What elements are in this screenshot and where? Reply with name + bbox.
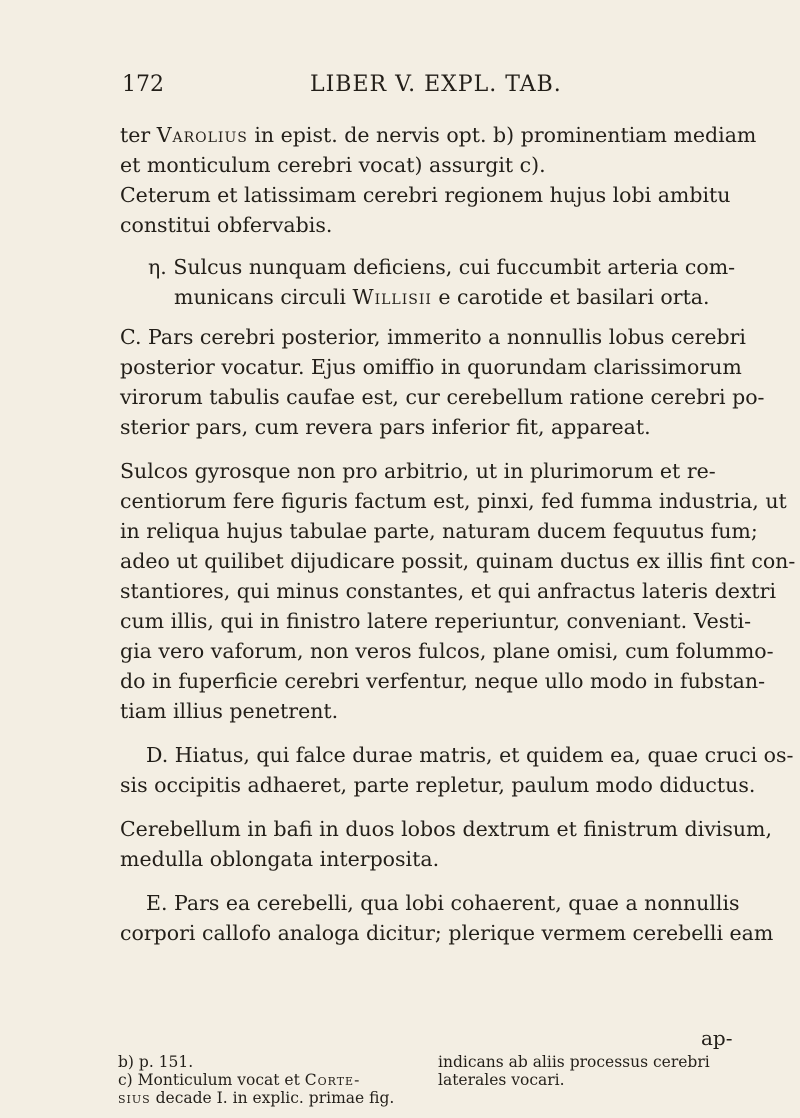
footnote-continuation: indicans ab aliis processus cerebri (438, 1053, 710, 1071)
text-line: D. Hiatus, qui falce durae matris, et quidem ea, quae cruci os- (146, 743, 794, 767)
footnote-line (118, 1071, 748, 1089)
footnotes (118, 1053, 748, 1107)
text-line: corpori callofo analoga dicitur; plerique vermem cerebelli eam (120, 921, 774, 945)
text-line: et monticulum cerebri vocat) assurgit c). (120, 153, 546, 177)
page-number: 172 (122, 72, 164, 97)
footnote-c-cont: sius decade I. in explic. primae fig. (118, 1089, 395, 1107)
text-line: medulla oblongata interposita. (120, 847, 440, 871)
text-line: tiam illius penetrent. (120, 699, 339, 723)
text-line: Cerebellum in bafi in duos lobos dextrum et finistrum divisum, (120, 817, 773, 841)
text-line: η. Sulcus nunquam deficiens, cui fuccumbit arteria com- (148, 255, 736, 279)
catchword: ap- (701, 1026, 733, 1050)
text-line: ter Varolius in epist. de nervis opt. b) prominentiam mediam (120, 123, 757, 147)
text-line: virorum tabulis caufae est, cur cerebellum ratione cerebri po- (120, 385, 765, 409)
footnote-continuation: laterales vocari. (438, 1071, 565, 1089)
text-line: adeo ut quilibet dijudicare possit, quinam ductus ex illis fint con- (120, 549, 796, 573)
text-line: gia vero vaforum, non veros fulcos, plane omisi, cum folummo- (120, 639, 774, 663)
footnote-line (118, 1089, 748, 1107)
footnote-b: b) p. 151. (118, 1053, 194, 1071)
running-title: LIBER V. EXPL. TAB. (310, 72, 562, 97)
text-line: do in fuperficie cerebri verfentur, neque ullo modo in fubstan- (120, 669, 765, 693)
page-header (0, 72, 800, 102)
text-line: C. Pars cerebri posterior, immerito a nonnullis lobus cerebri (120, 325, 746, 349)
text-line: centiorum fere figuris factum est, pinxi, fed fumma industria, ut (120, 489, 787, 513)
text-line: sterior pars, cum revera pars inferior fit, appareat. (120, 415, 651, 439)
text-line: cum illis, qui in finistro latere reperiuntur, conveniant. Vesti- (120, 609, 751, 633)
text-line: Ceterum et latissimam cerebri regionem hujus lobi ambitu (120, 183, 731, 207)
text-line: E. Pars ea cerebelli, qua lobi cohaerent, quae a nonnullis (146, 891, 740, 915)
text-line: sis occipitis adhaeret, parte repletur, paulum modo diductus. (120, 773, 756, 797)
text-line: constitui obfervabis. (120, 213, 333, 237)
text-line: in reliqua hujus tabulae parte, naturam ducem fequutus fum; (120, 519, 758, 543)
footnote-c: c) Monticulum vocat et Corte- (118, 1071, 361, 1089)
footnote-line (118, 1053, 748, 1071)
text-line: stantiores, qui minus constantes, et qui anfractus lateris dextri (120, 579, 776, 603)
text-line: municans circuli Willisii e carotide et basilari orta. (174, 285, 710, 309)
text-line: posterior vocatur. Ejus omiffio in quorundam clarissimorum (120, 355, 742, 379)
text-line: Sulcos gyrosque non pro arbitrio, ut in plurimorum et re- (120, 459, 716, 483)
